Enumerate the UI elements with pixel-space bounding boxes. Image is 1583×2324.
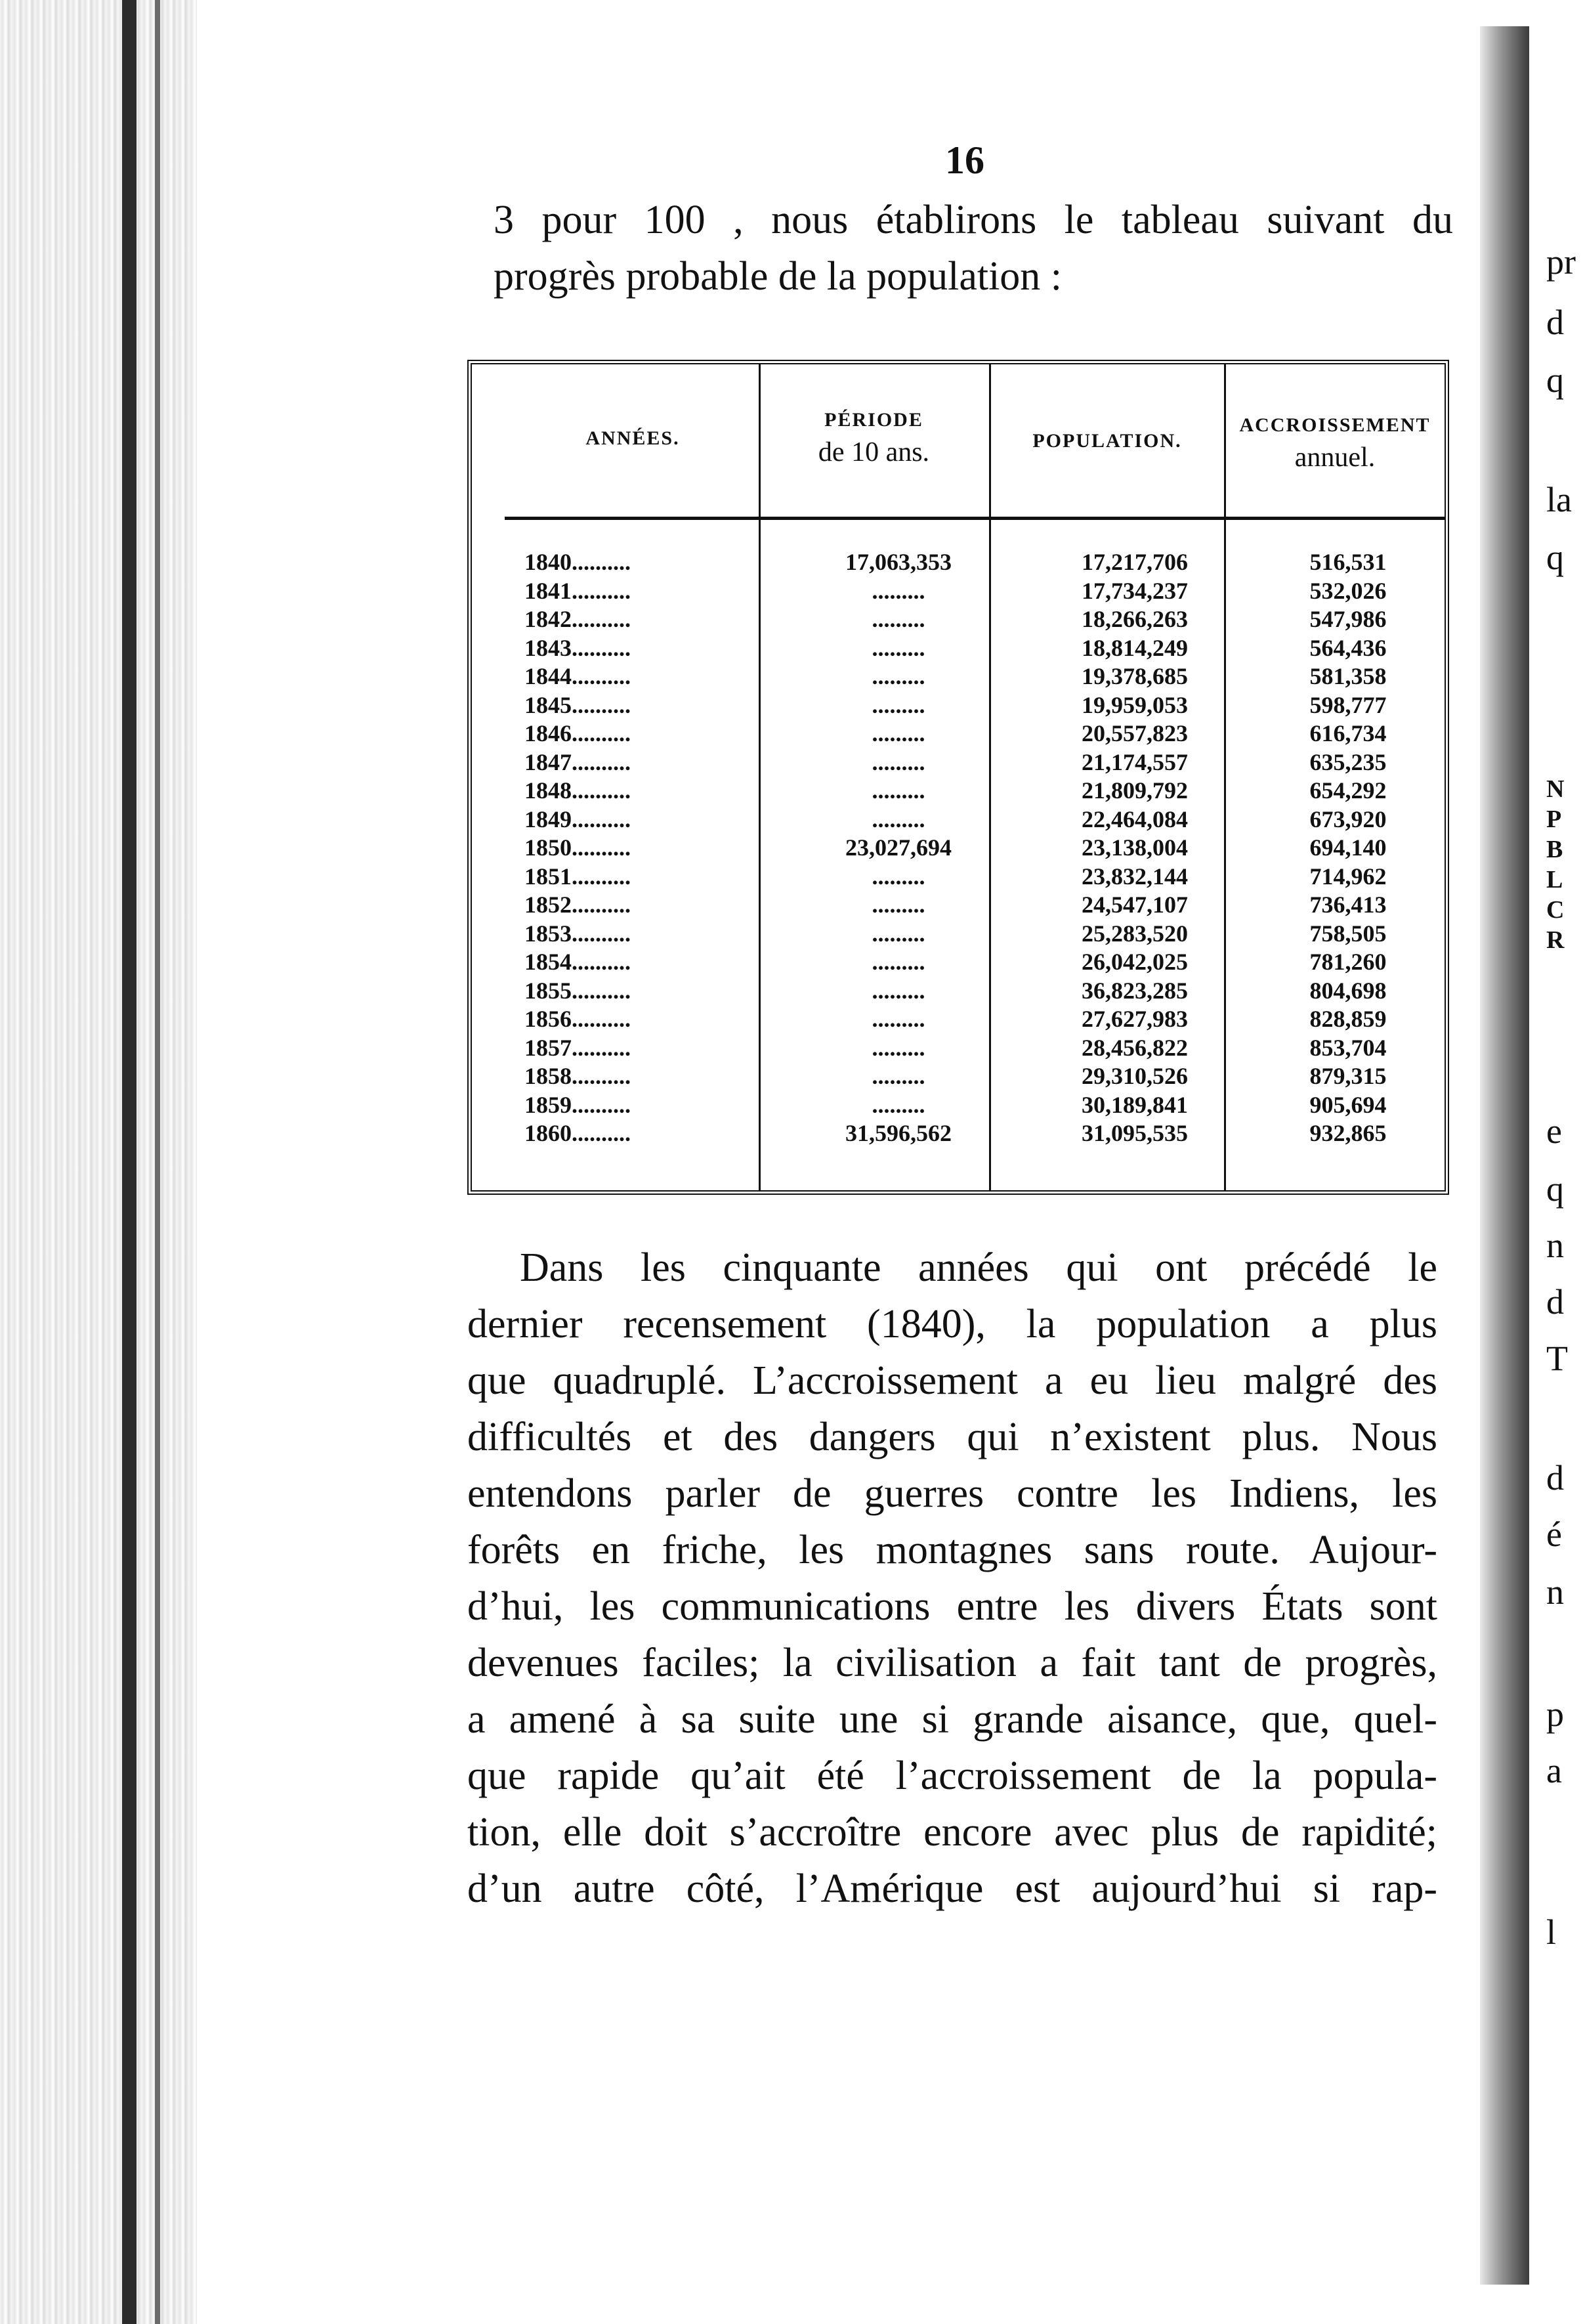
adjacent-fragment: R [1546,926,1565,954]
increase-cell: 828,859 [1309,1006,1387,1032]
table-row [472,1062,1445,1091]
population-cell: 17,217,706 [1082,549,1188,575]
table-row [472,720,1445,748]
adjacent-fragment: pr [1546,242,1576,282]
adjacent-fragment: P [1546,806,1562,833]
adjacent-fragment: L [1546,866,1563,893]
increase-cell: 598,777 [1309,691,1387,718]
period-cell: 23,027,694 [845,834,952,861]
population-cell: 28,456,822 [1082,1034,1188,1061]
increase-cell: 853,704 [1309,1034,1387,1061]
increase-cell: 581,358 [1309,663,1387,689]
adjacent-fragment: q [1546,538,1564,577]
increase-cell: 635,235 [1309,748,1387,775]
year-cell: 1852.......... [524,892,631,918]
adjacent-fragment: d [1546,1458,1564,1497]
table-row [472,605,1445,634]
table-row [472,691,1445,720]
population-cell: 29,310,526 [1082,1063,1188,1089]
table-row [472,920,1445,949]
table-row [472,891,1445,920]
text-line: tion, elle doit s’accroître encore avec plus de rapidité; [467,1810,1437,1855]
adjacent-fragment: B [1546,836,1563,863]
population-cell: 23,832,144 [1082,863,1188,890]
period-cell: 17,063,353 [845,549,952,575]
header-increase: ACCROISSEMENT annuel. [1239,414,1431,473]
year-cell: 1858.......... [524,1063,631,1089]
text-line: entendons parler de guerres contre les Indiens, les [467,1471,1437,1516]
year-cell: 1846.......... [524,720,631,746]
period-cell: ......... [872,1034,925,1061]
period-cell: ......... [872,1006,925,1032]
population-cell: 19,959,053 [1082,691,1188,718]
period-cell: ......... [872,634,925,661]
population-cell: 24,547,107 [1082,892,1188,918]
population-cell: 20,557,823 [1082,720,1188,746]
period-cell: ......... [872,663,925,689]
population-table [467,360,1449,1195]
population-cell: 31,095,535 [1082,1120,1188,1146]
table-row [472,662,1445,691]
year-cell: 1847.......... [524,748,631,775]
table-row [472,806,1445,834]
intro-paragraph [494,192,1453,305]
period-cell: ......... [872,691,925,718]
adjacent-fragment: d [1546,303,1564,342]
period-cell: ......... [872,863,925,890]
increase-cell: 714,962 [1309,863,1387,890]
increase-cell: 932,865 [1309,1120,1387,1146]
header-years: ANNÉES. [585,427,680,449]
adjacent-fragment: N [1546,775,1565,803]
adjacent-fragment: a [1546,1751,1562,1790]
adjacent-fragment: n [1546,1226,1564,1265]
table-row [472,834,1445,863]
population-cell: 30,189,841 [1082,1091,1188,1118]
table-row [472,1119,1445,1148]
text-line: progrès probable de la population : [494,254,1063,299]
table-row [472,777,1445,806]
table-row [472,634,1445,663]
year-cell: 1849.......... [524,806,631,832]
period-cell: ......... [872,777,925,804]
adjacent-fragment: e [1546,1111,1562,1151]
population-cell: 18,814,249 [1082,634,1188,661]
population-cell: 25,283,520 [1082,920,1188,947]
year-cell: 1840.......... [524,549,631,575]
increase-cell: 879,315 [1309,1063,1387,1089]
text-line: que rapide qu’ait été l’accroissement de la popula- [467,1754,1437,1798]
increase-cell: 758,505 [1309,920,1387,947]
period-cell: ......... [872,720,925,746]
year-cell: 1848.......... [524,777,631,804]
header-population: POPULATION. [1032,430,1182,452]
year-cell: 1843.......... [524,634,631,661]
table-row [472,1034,1445,1063]
adjacent-fragment: n [1546,1572,1564,1612]
table-row [472,548,1445,577]
table-row [472,1005,1445,1034]
header-period: PÉRIODE de 10 ans. [818,409,930,467]
period-cell: 31,596,562 [845,1120,952,1146]
population-cell: 19,378,685 [1082,663,1188,689]
table-row [472,948,1445,977]
increase-cell: 905,694 [1309,1091,1387,1118]
table-row [472,863,1445,892]
period-cell: ......... [872,748,925,775]
increase-cell: 673,920 [1309,806,1387,832]
year-cell: 1850.......... [524,834,631,861]
period-cell: ......... [872,606,925,632]
period-cell: ......... [872,806,925,832]
increase-cell: 654,292 [1309,777,1387,804]
increase-cell: 781,260 [1309,949,1387,975]
year-cell: 1844.......... [524,663,631,689]
table-row [472,1091,1445,1120]
year-cell: 1845.......... [524,691,631,718]
population-cell: 21,809,792 [1082,777,1188,804]
adjacent-fragment: p [1546,1694,1564,1734]
population-cell: 23,138,004 [1082,834,1188,861]
text-line: forêts en friche, les montagnes sans route. Aujour- [467,1528,1437,1572]
year-cell: 1854.......... [524,949,631,975]
text-line: Dans les cinquante années qui ont précédé le [520,1245,1437,1290]
text-line: d’hui, les communications entre les divers États sont [467,1584,1437,1629]
adjacent-fragment: d [1546,1282,1564,1322]
book-spine-line [155,0,160,2324]
year-cell: 1856.......... [524,1006,631,1032]
increase-cell: 547,986 [1309,606,1387,632]
year-cell: 1857.......... [524,1034,631,1061]
period-cell: ......... [872,1091,925,1118]
table-row [472,977,1445,1006]
book-spine-shadow [122,0,137,2324]
adjacent-fragment: la [1546,480,1572,519]
population-cell: 21,174,557 [1082,748,1188,775]
year-cell: 1841.......... [524,577,631,604]
period-cell: ......... [872,1063,925,1089]
increase-cell: 516,531 [1309,549,1387,575]
text-line: a amené à sa suite une si grande aisance, que, quel- [467,1697,1437,1742]
table-row [472,748,1445,777]
increase-cell: 564,436 [1309,634,1387,661]
population-cell: 18,266,263 [1082,606,1188,632]
text-line: difficultés et des dangers qui n’existent plus. Nous [467,1415,1437,1459]
population-cell: 27,627,983 [1082,1006,1188,1032]
table-row [472,577,1445,606]
year-cell: 1855.......... [524,977,631,1004]
period-cell: ......... [872,920,925,947]
text-line: dernier recensement (1840), la population a plus [467,1302,1437,1346]
adjacent-fragment: l [1546,1912,1557,1952]
year-cell: 1842.......... [524,606,631,632]
increase-cell: 736,413 [1309,892,1387,918]
body-paragraph [467,1239,1437,1917]
adjacent-fragment: T [1546,1339,1568,1378]
population-cell: 17,734,237 [1082,577,1188,604]
population-cell: 26,042,025 [1082,949,1188,975]
year-cell: 1860.......... [524,1120,631,1146]
book-page-edges [0,0,197,2324]
year-cell: 1859.......... [524,1091,631,1118]
period-cell: ......... [872,949,925,975]
period-cell: ......... [872,892,925,918]
table-body [472,548,1445,1148]
period-cell: ......... [872,977,925,1004]
header-rule [505,517,1445,520]
page-number: 16 [945,139,984,182]
adjacent-fragment: q [1546,1169,1564,1209]
adjacent-fragment: é [1546,1515,1562,1554]
increase-cell: 694,140 [1309,834,1387,861]
year-cell: 1851.......... [524,863,631,890]
text-line: d’un autre côté, l’Amérique est aujourd’hui si rap- [467,1866,1437,1911]
increase-cell: 532,026 [1309,577,1387,604]
adjacent-page-fragment [1529,0,1583,2324]
period-cell: ......... [872,577,925,604]
text-line: 3 pour 100 , nous établirons le tableau suivant du [494,198,1453,242]
increase-cell: 804,698 [1309,977,1387,1004]
adjacent-fragment: q [1546,360,1564,400]
gutter-shadow [1480,26,1529,2285]
adjacent-fragment: C [1546,896,1565,924]
text-line: que quadruplé. L’accroissement a eu lieu malgré des [467,1358,1437,1403]
text-line: devenues faciles; la civilisation a fait tant de progrès, [467,1641,1437,1685]
population-cell: 22,464,084 [1082,806,1188,832]
year-cell: 1853.......... [524,920,631,947]
population-cell: 36,823,285 [1082,977,1188,1004]
increase-cell: 616,734 [1309,720,1387,746]
